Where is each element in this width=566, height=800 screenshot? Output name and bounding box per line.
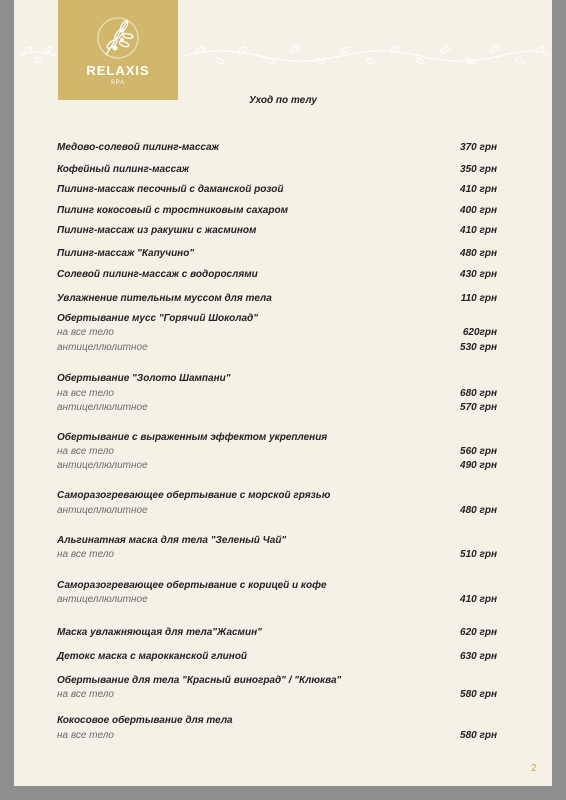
service-name: Детокс маска с марокканской глиной bbox=[57, 651, 248, 662]
service-price: 490 грн bbox=[460, 460, 497, 471]
service-price: 620 грн bbox=[460, 627, 497, 638]
leaf-ornament-icon bbox=[180, 40, 550, 70]
service-name: Кофейный пилинг-массаж bbox=[57, 164, 190, 175]
service-name: на все тело bbox=[57, 327, 114, 338]
service-name: Обертывание "Золото Шампани" bbox=[57, 373, 231, 384]
service-price: 570 грн bbox=[460, 402, 497, 413]
service-name: антицеллюлитное bbox=[57, 460, 148, 471]
service-name: Саморазогревающее обертывание с морской грязью bbox=[57, 490, 331, 501]
service-price: 370 грн bbox=[460, 142, 497, 153]
service-name: на все тело bbox=[57, 549, 114, 560]
service-price: 620грн bbox=[462, 327, 497, 338]
service-name: Обертывание мусс "Горячий Шоколад" bbox=[57, 313, 258, 324]
page-number: 2 bbox=[531, 763, 537, 774]
page-title: Уход по телу bbox=[249, 95, 317, 106]
service-price: 630 грн bbox=[460, 651, 497, 662]
service-price: 400 грн bbox=[460, 205, 497, 216]
service-price: 410 грн bbox=[460, 594, 497, 605]
service-name: Альгинатная маска для тела "Зеленый Чай" bbox=[57, 535, 287, 546]
leaf-ornament-icon bbox=[18, 40, 58, 70]
service-name: Обертывание с выраженным эффектом укрепления bbox=[57, 432, 328, 443]
service-price: 480 грн bbox=[460, 248, 497, 259]
service-name: антицеллюлитное bbox=[57, 594, 148, 605]
service-price: 510 грн bbox=[460, 549, 497, 560]
service-name: Кокосовое обертывание для тела bbox=[57, 715, 233, 726]
service-name: на все тело bbox=[57, 446, 114, 457]
service-name: Солевой пилинг-массаж с водорослями bbox=[57, 269, 258, 280]
service-name: Пилинг кокосовый с тростниковым сахаром bbox=[57, 205, 288, 216]
service-price: 410 грн bbox=[460, 225, 497, 236]
service-name: антицеллюлитное bbox=[57, 402, 148, 413]
service-price: 350 грн bbox=[460, 164, 497, 175]
service-price: 480 грн bbox=[460, 505, 497, 516]
service-price: 110 грн bbox=[460, 293, 497, 304]
service-name: Пилинг-массаж из ракушки с жасмином bbox=[57, 225, 257, 236]
service-price: 410 грн bbox=[460, 184, 497, 195]
brand-logo bbox=[58, 0, 178, 100]
service-price: 580 грн bbox=[460, 689, 497, 700]
service-name: на все тело bbox=[57, 388, 114, 399]
service-name: Маска увлажняющая для тела"Жасмин" bbox=[57, 627, 262, 638]
service-name: на все тело bbox=[57, 689, 114, 700]
service-price: 580 грн bbox=[460, 730, 497, 741]
brand-sub: SPA bbox=[110, 80, 126, 86]
service-name: Саморазогревающее обертывание с корицей и кофе bbox=[57, 580, 327, 591]
service-name: на все тело bbox=[57, 730, 114, 741]
service-name: Медово-солевой пилинг-массаж bbox=[57, 142, 219, 153]
service-price: 430 грн bbox=[460, 269, 497, 280]
brand-name: RELAXIS bbox=[86, 63, 150, 78]
service-name: антицеллюлитное bbox=[57, 342, 148, 353]
service-name: Пилинг-массаж песочный с даманской розой bbox=[57, 184, 284, 195]
service-price: 530 грн bbox=[460, 342, 497, 353]
service-name: Обертывание для тела "Красный виноград" / "Клюква" bbox=[57, 675, 342, 686]
service-name: антицеллюлитное bbox=[57, 505, 148, 516]
service-price: 680 грн bbox=[460, 388, 497, 399]
service-name: Пилинг-массаж "Капучино" bbox=[57, 248, 195, 259]
service-name: Увлажнение пительным муссом для тела bbox=[57, 293, 272, 304]
service-price: 560 грн bbox=[460, 446, 497, 457]
